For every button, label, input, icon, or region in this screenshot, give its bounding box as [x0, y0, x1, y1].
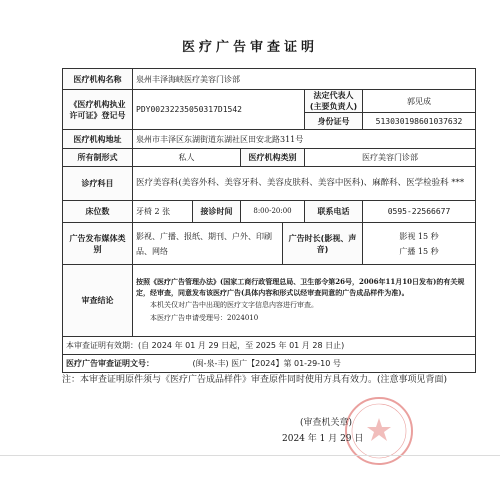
review-paragraph-3: 本医疗广告申请受理号：2024010 [150, 313, 259, 322]
label-review: 审查结论 [63, 265, 133, 337]
row-review [63, 265, 476, 337]
label-cert-no: 医疗广告审查证明文号： [66, 359, 154, 368]
document-title: 医疗广告审查证明 [181, 40, 318, 55]
label-address: 医疗机构地址 [63, 130, 133, 149]
bottom-divider [0, 455, 500, 456]
row-address [63, 130, 476, 149]
label-id: 身份证号 [305, 113, 363, 130]
label-institution-name: 医疗机构名称 [63, 69, 133, 90]
cert-no-text: (闽-泉-丰) 医广【2024】第 01-29-10 号 [192, 359, 341, 368]
value-duration-tv: 影视 15 秒 [399, 231, 439, 241]
row-departments [63, 167, 476, 201]
value-ownership: 私人 [133, 149, 241, 167]
footnote: 注：本审查证明原件须与《医疗广告成品样件》审查原件同时使用方具有效力。(注意事项见背面) [62, 375, 448, 385]
row-cert-no [63, 355, 476, 373]
label-departments: 诊疗科目 [63, 167, 133, 201]
label-media: 广告发布媒体类别 [63, 223, 133, 265]
label-license: 《医疗机构执业许可证》登记号 [63, 90, 133, 130]
row-institution-name [63, 69, 476, 90]
row-ownership [63, 149, 476, 167]
label-phone: 联系电话 [305, 201, 363, 223]
value-review [133, 265, 476, 337]
review-paragraph-2: 本机关仅对广告中出现的医疗文字信息内容进行审查。 [150, 300, 318, 309]
value-duration-radio: 广播 15 秒 [399, 246, 439, 256]
value-phone: 0595-22566677 [363, 201, 476, 223]
value-hours: 8:00-20:00 [241, 201, 305, 223]
value-category: 医疗美容门诊部 [305, 149, 476, 167]
value-validity: 本审查证明有效期：(自 2024 年 01 月 29 日起，至 2025 年 01 月 28 日止) [63, 337, 476, 355]
value-media: 影视、广播、报纸、期刊、户外、印刷品、网络 [133, 223, 283, 265]
value-cert-no [63, 355, 476, 373]
value-license: PDY00232235050317D1542 [133, 90, 305, 130]
review-agency-stamp-label: (审查机关章) [300, 418, 353, 428]
certificate-table [62, 68, 476, 373]
value-legal-rep: 郭见成 [363, 90, 476, 113]
row-license-1 [63, 90, 476, 113]
row-beds [63, 201, 476, 223]
row-media [63, 223, 476, 265]
value-beds: 牙椅 2 张 [133, 201, 193, 223]
label-ownership: 所有制形式 [63, 149, 133, 167]
label-duration: 广告时长(影视、声音) [283, 223, 363, 265]
value-address: 泉州市丰泽区东湖街道东湖社区田安北路311号 [133, 130, 476, 149]
value-departments: 医疗美容科(美容外科、美容牙科、美容皮肤科、美容中医科)、麻醉科、医学检验科 *** [133, 167, 476, 201]
value-id: 513030198601037632 [363, 113, 476, 130]
review-paragraph-1: 按照《医疗广告管理办法》(国家工商行政管理总局、卫生部令第26号，2006年11月10日发布)的有关规定，经审查，同意发布该医疗广告(具体内容和形式以经审查同意的广告成品样件为准)。 [136, 276, 465, 297]
label-beds: 床位数 [63, 201, 133, 223]
label-legal-rep: 法定代表人(主要负责人) [305, 90, 363, 113]
issue-date: 2024 年 1 月 29 日 [282, 434, 364, 444]
value-institution-name: 泉州丰泽海峡医疗美容门诊部 [133, 69, 476, 90]
label-hours: 接诊时间 [193, 201, 241, 223]
label-category: 医疗机构类别 [241, 149, 305, 167]
value-duration [363, 223, 476, 265]
row-validity [63, 337, 476, 355]
